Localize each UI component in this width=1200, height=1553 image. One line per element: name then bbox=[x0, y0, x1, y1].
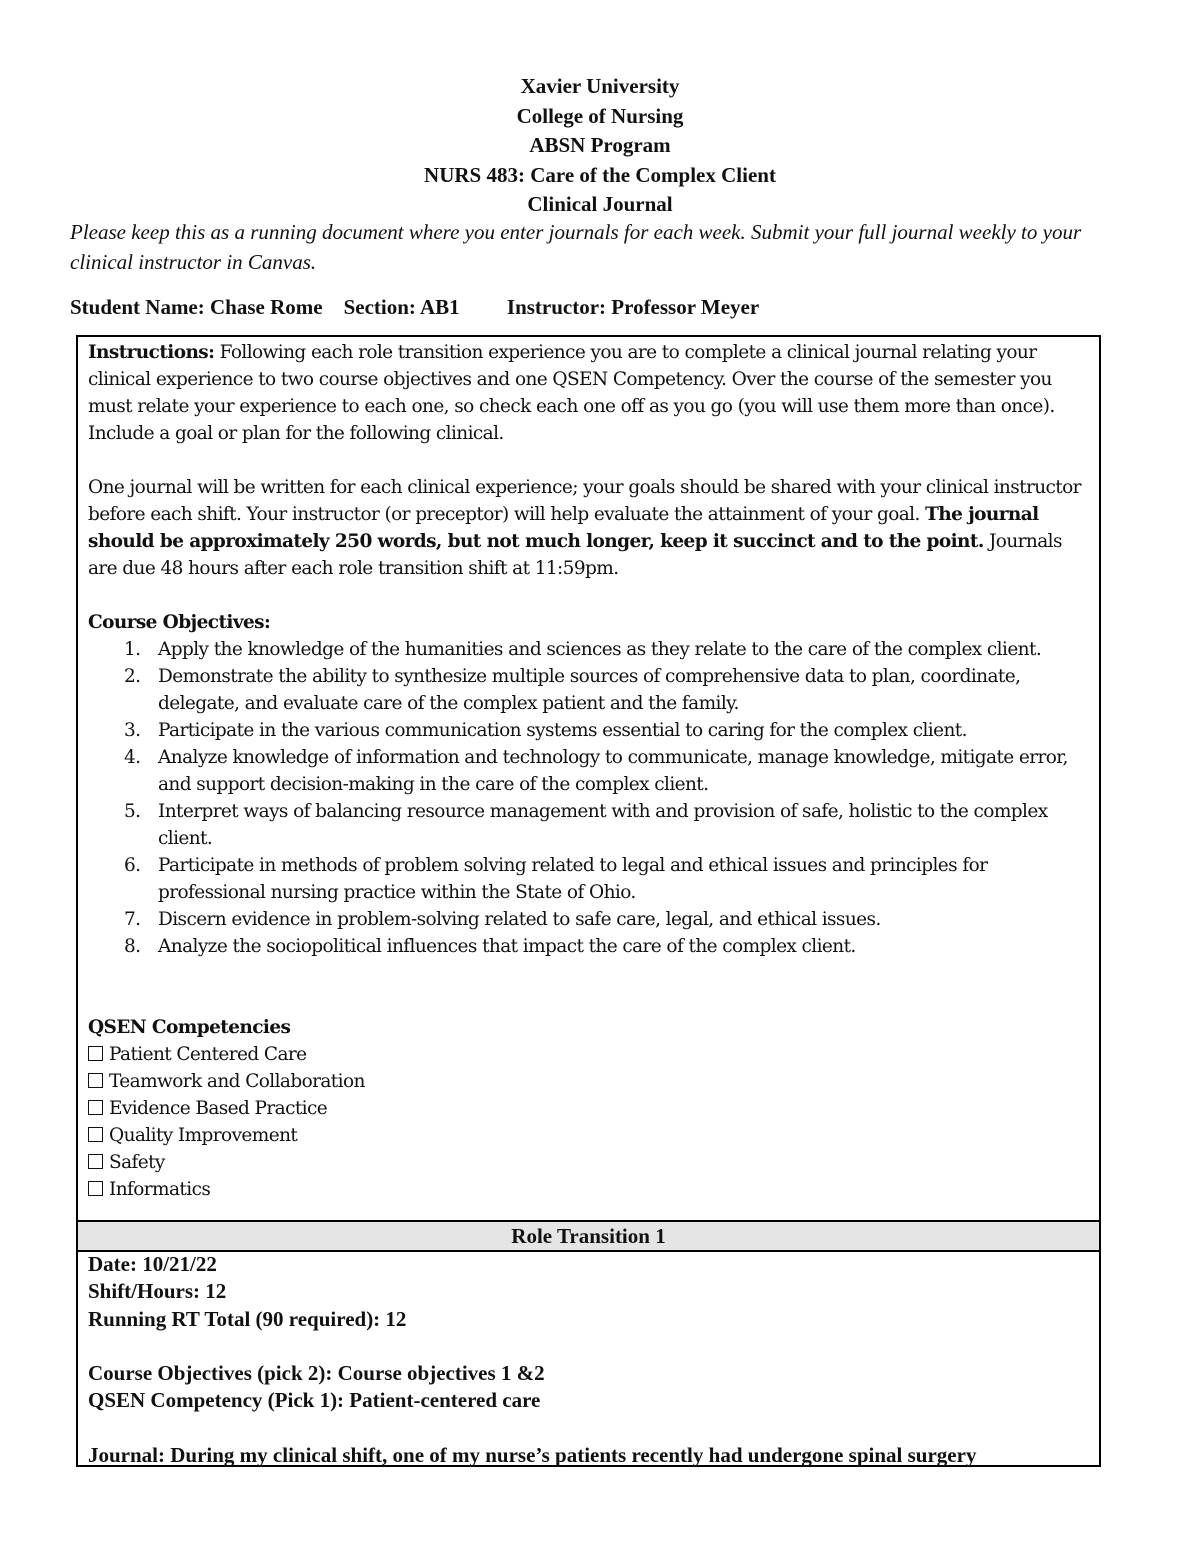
spacer bbox=[88, 987, 1093, 1014]
entry-journal-text: Journal: During my clinical shift, one of my nurse’s patients recently had undergone spinal surgery bbox=[88, 1443, 977, 1468]
entry-date: Date: 10/21/22 bbox=[88, 1252, 217, 1276]
spacer bbox=[88, 447, 1093, 474]
objective-item bbox=[124, 663, 1093, 717]
checkbox[interactable] bbox=[88, 1181, 103, 1196]
qsen-item bbox=[88, 1041, 1093, 1068]
qsen-label: Patient Centered Care bbox=[109, 1044, 307, 1065]
qsen-checklist bbox=[88, 1041, 1093, 1203]
qsen-label: Quality Improvement bbox=[109, 1125, 298, 1146]
role-transition-entry bbox=[88, 1251, 1098, 1469]
student-info-line: Student Name: Chase Rome Section: AB1 Instructor: Professor Meyer bbox=[70, 295, 760, 319]
role-transition-header: Role Transition 1 bbox=[78, 1220, 1099, 1252]
university-name: Xavier University bbox=[520, 74, 680, 98]
objective-text: Apply the knowledge of the humanities and sciences as they relate to the care of the complex client. bbox=[158, 639, 1042, 660]
college-name: College of Nursing bbox=[516, 103, 684, 128]
document-header bbox=[0, 72, 1200, 220]
course-objectives-list bbox=[88, 636, 1093, 960]
course-objectives-heading: Course Objectives: bbox=[88, 612, 271, 633]
word-count-requirement: The journal should be approximately 250 words, but not much longer, keep it succinct and to the point. bbox=[88, 504, 1039, 552]
checkbox[interactable] bbox=[88, 1073, 103, 1088]
objective-number: 5. bbox=[124, 801, 141, 822]
spacer bbox=[88, 1415, 1098, 1442]
qsen-item bbox=[88, 1122, 1093, 1149]
checkbox[interactable] bbox=[88, 1154, 103, 1169]
objective-item bbox=[124, 933, 1093, 960]
checkbox[interactable] bbox=[88, 1127, 103, 1142]
instructions-paragraph-1 bbox=[88, 339, 1093, 447]
qsen-label: Informatics bbox=[109, 1179, 211, 1200]
entry-course-objectives: Course Objectives (pick 2): Course objectives 1 &2 bbox=[88, 1361, 545, 1386]
objective-text: Analyze the sociopolitical influences that impact the care of the complex client. bbox=[158, 936, 856, 957]
objective-text: Demonstrate the ability to synthesize multiple sources of comprehensive data to plan, coordinate, delegate, and evaluate care of the complex patient and the family. bbox=[158, 666, 1021, 714]
instructions-text-1: Following each role transition experience you are to complete a clinical journal relating your clinical experience to two course objectives and one QSEN Competency. Over the course of the semester you must relate your experience to each one, so check each one off as you go (you will use them more than once). Include a goal or plan for the following clinical. bbox=[88, 342, 1055, 444]
spacer bbox=[88, 1333, 1098, 1360]
qsen-item bbox=[88, 1068, 1093, 1095]
qsen-label: Evidence Based Practice bbox=[109, 1098, 328, 1119]
objective-text: Participate in methods of problem solving related to legal and ethical issues and principles for professional nursing practice within the State of Ohio. bbox=[158, 855, 988, 903]
due-date-text: Journals are due 48 hours after each role transition shift at 11:59pm. bbox=[88, 531, 1062, 579]
objective-item bbox=[124, 744, 1093, 798]
objective-number: 7. bbox=[124, 909, 141, 930]
objective-item bbox=[124, 717, 1093, 744]
program-name: ABSN Program bbox=[529, 133, 671, 157]
objective-number: 3. bbox=[124, 720, 141, 741]
qsen-item bbox=[88, 1095, 1093, 1122]
objective-text: Interpret ways of balancing resource management with and provision of safe, holistic to the complex client. bbox=[158, 801, 1048, 849]
objective-item bbox=[124, 636, 1093, 663]
course-title: NURS 483: Care of the Complex Client bbox=[424, 162, 776, 187]
qsen-item bbox=[88, 1149, 1093, 1176]
instructions-label: Instructions: bbox=[88, 342, 215, 363]
objective-text: Analyze knowledge of information and technology to communicate, manage knowledge, mitigate error, and support decision-making in the care of the complex client. bbox=[158, 747, 1068, 795]
objective-item bbox=[124, 798, 1093, 852]
objective-number: 2. bbox=[124, 666, 141, 687]
objective-number: 1. bbox=[124, 639, 141, 660]
qsen-heading: QSEN Competencies bbox=[88, 1017, 291, 1038]
objective-item bbox=[124, 852, 1093, 906]
instructions-cell bbox=[88, 339, 1093, 1203]
document-title: Clinical Journal bbox=[527, 192, 673, 216]
entry-qsen-competency: QSEN Competency (Pick 1): Patient-centered care bbox=[88, 1388, 541, 1413]
spacer bbox=[88, 960, 1093, 987]
submission-note: Please keep this as a running document where you enter journals for each week. Submit your full journal weekly to your clinical instructor in Canvas. bbox=[70, 220, 1082, 274]
qsen-label: Safety bbox=[109, 1152, 165, 1173]
spacer bbox=[88, 582, 1093, 609]
instructions-paragraph-2 bbox=[88, 474, 1093, 582]
objective-number: 8. bbox=[124, 936, 141, 957]
objective-text: Participate in the various communication systems essential to caring for the complex client. bbox=[158, 720, 967, 741]
qsen-item bbox=[88, 1176, 1093, 1203]
objective-number: 6. bbox=[124, 855, 141, 876]
entry-shift-hours: Shift/Hours: 12 bbox=[88, 1279, 227, 1304]
objective-item bbox=[124, 906, 1093, 933]
objective-text: Discern evidence in problem-solving related to safe care, legal, and ethical issues. bbox=[158, 909, 881, 930]
checkbox[interactable] bbox=[88, 1046, 103, 1061]
objective-number: 4. bbox=[124, 747, 141, 768]
entry-running-total: Running RT Total (90 required): 12 bbox=[88, 1306, 407, 1331]
instructions-text-2: One journal will be written for each clinical experience; your goals should be shared with your clinical instructor before each shift. Your instructor (or preceptor) will help evaluate the attainment of your goal. bbox=[88, 477, 1081, 525]
checkbox[interactable] bbox=[88, 1100, 103, 1115]
qsen-label: Teamwork and Collaboration bbox=[109, 1071, 365, 1092]
